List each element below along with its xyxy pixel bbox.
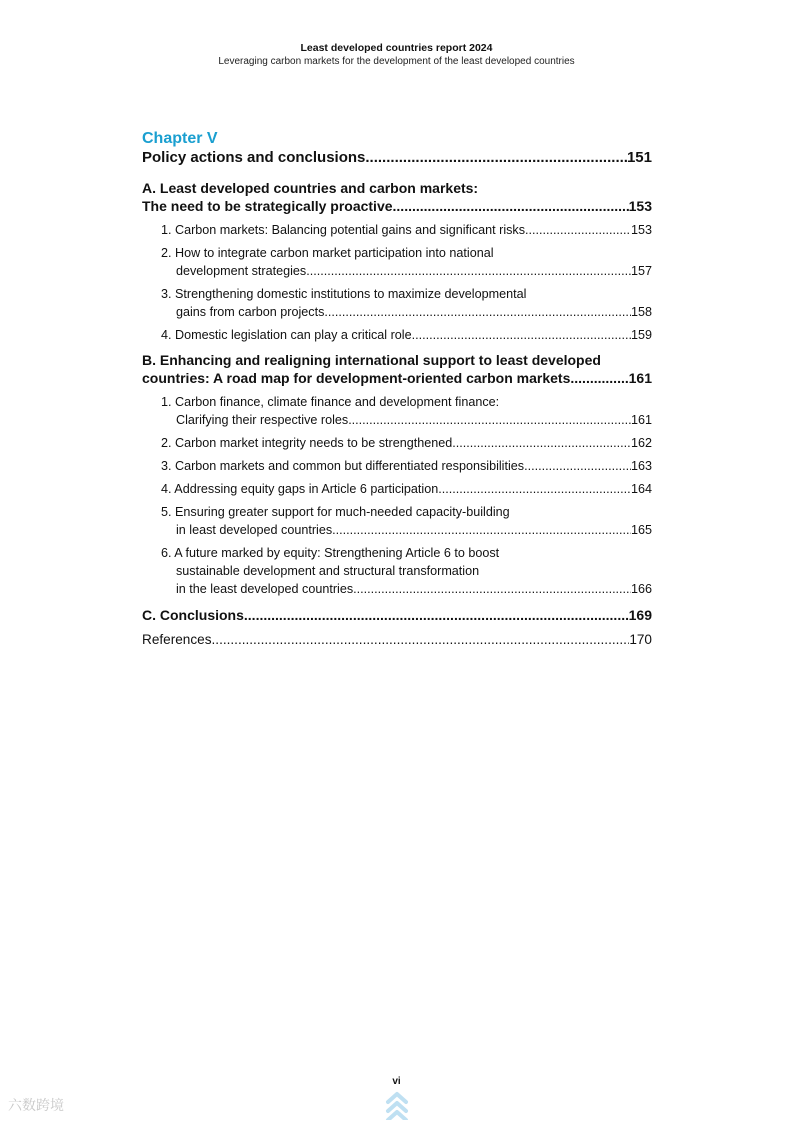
page-number: 161 <box>630 413 652 427</box>
toc-item-b1[interactable]: 1. Carbon finance, climate finance and development finance: Clarifying their respective roles ..... 161 <box>161 393 652 429</box>
report-subtitle: Leveraging carbon markets for the development of the least developed countries <box>218 56 575 67</box>
toc-section-b[interactable]: B. Enhancing and realigning international support to least developed countries: A road map for development-oriented carbon markets ..... 161 <box>142 352 652 387</box>
page-number-footer: vi <box>392 1076 401 1087</box>
page-number: 169 <box>628 607 652 623</box>
page-number: 170 <box>629 632 652 647</box>
chapter-label: Chapter V <box>142 130 218 147</box>
toc-section-b-items <box>142 393 652 598</box>
page-number: 159 <box>630 328 652 342</box>
running-header <box>0 42 793 68</box>
page-number: 161 <box>628 369 652 386</box>
page-number: 163 <box>630 459 652 473</box>
table-of-contents <box>142 129 652 649</box>
watermark: 六数跨境 <box>8 1097 64 1113</box>
page-number: 162 <box>630 436 652 450</box>
page-number: 164 <box>630 482 652 496</box>
toc-section-a[interactable]: A. Least developed countries and carbon markets: The need to be strategically proactive ..... 153 <box>142 180 652 215</box>
toc-references[interactable]: References ..... 170 <box>142 631 652 649</box>
page-number: 165 <box>630 523 652 537</box>
toc-item-b5[interactable]: 5. Ensuring greater support for much-needed capacity-building in least developed countries ..... 165 <box>161 503 652 539</box>
toc-section-a-items <box>142 221 652 344</box>
page-number: 153 <box>628 197 652 214</box>
toc-item-b3[interactable]: 3. Carbon markets and common but differentiated responsibilities ..... 163 <box>161 457 652 475</box>
page-number: 166 <box>630 582 652 596</box>
report-title: Least developed countries report 2024 <box>300 42 493 54</box>
toc-item-a4[interactable]: 4. Domestic legislation can play a critical role ..... 159 <box>161 326 652 344</box>
toc-item-a2[interactable]: 2. How to integrate carbon market participation into national development strategies ..... 157 <box>161 244 652 280</box>
toc-item-a3[interactable]: 3. Strengthening domestic institutions to maximize developmental gains from carbon projects ..... 158 <box>161 285 652 321</box>
chevron-up-icon <box>385 1090 409 1120</box>
toc-section-c[interactable]: C. Conclusions ..... 169 <box>142 606 652 624</box>
toc-item-b2[interactable]: 2. Carbon market integrity needs to be strengthened ..... 162 <box>161 434 652 452</box>
page-number: 151 <box>626 149 652 166</box>
toc-item-a1[interactable]: 1. Carbon markets: Balancing potential gains and significant risks ..... 153 <box>161 221 652 239</box>
page-number: 158 <box>630 305 652 319</box>
toc-item-b6[interactable]: 6. A future marked by equity: Strengthening Article 6 to boost sustainable development and structural transformation in the least developed countries ..... 166 <box>161 544 652 598</box>
page-number: 153 <box>630 223 652 237</box>
toc-entry-chapter[interactable]: Policy actions and conclusions ..... 151 <box>142 148 652 168</box>
toc-item-b4[interactable]: 4. Addressing equity gaps in Article 6 participation ..... 164 <box>161 480 652 498</box>
page-number: 157 <box>630 264 652 278</box>
